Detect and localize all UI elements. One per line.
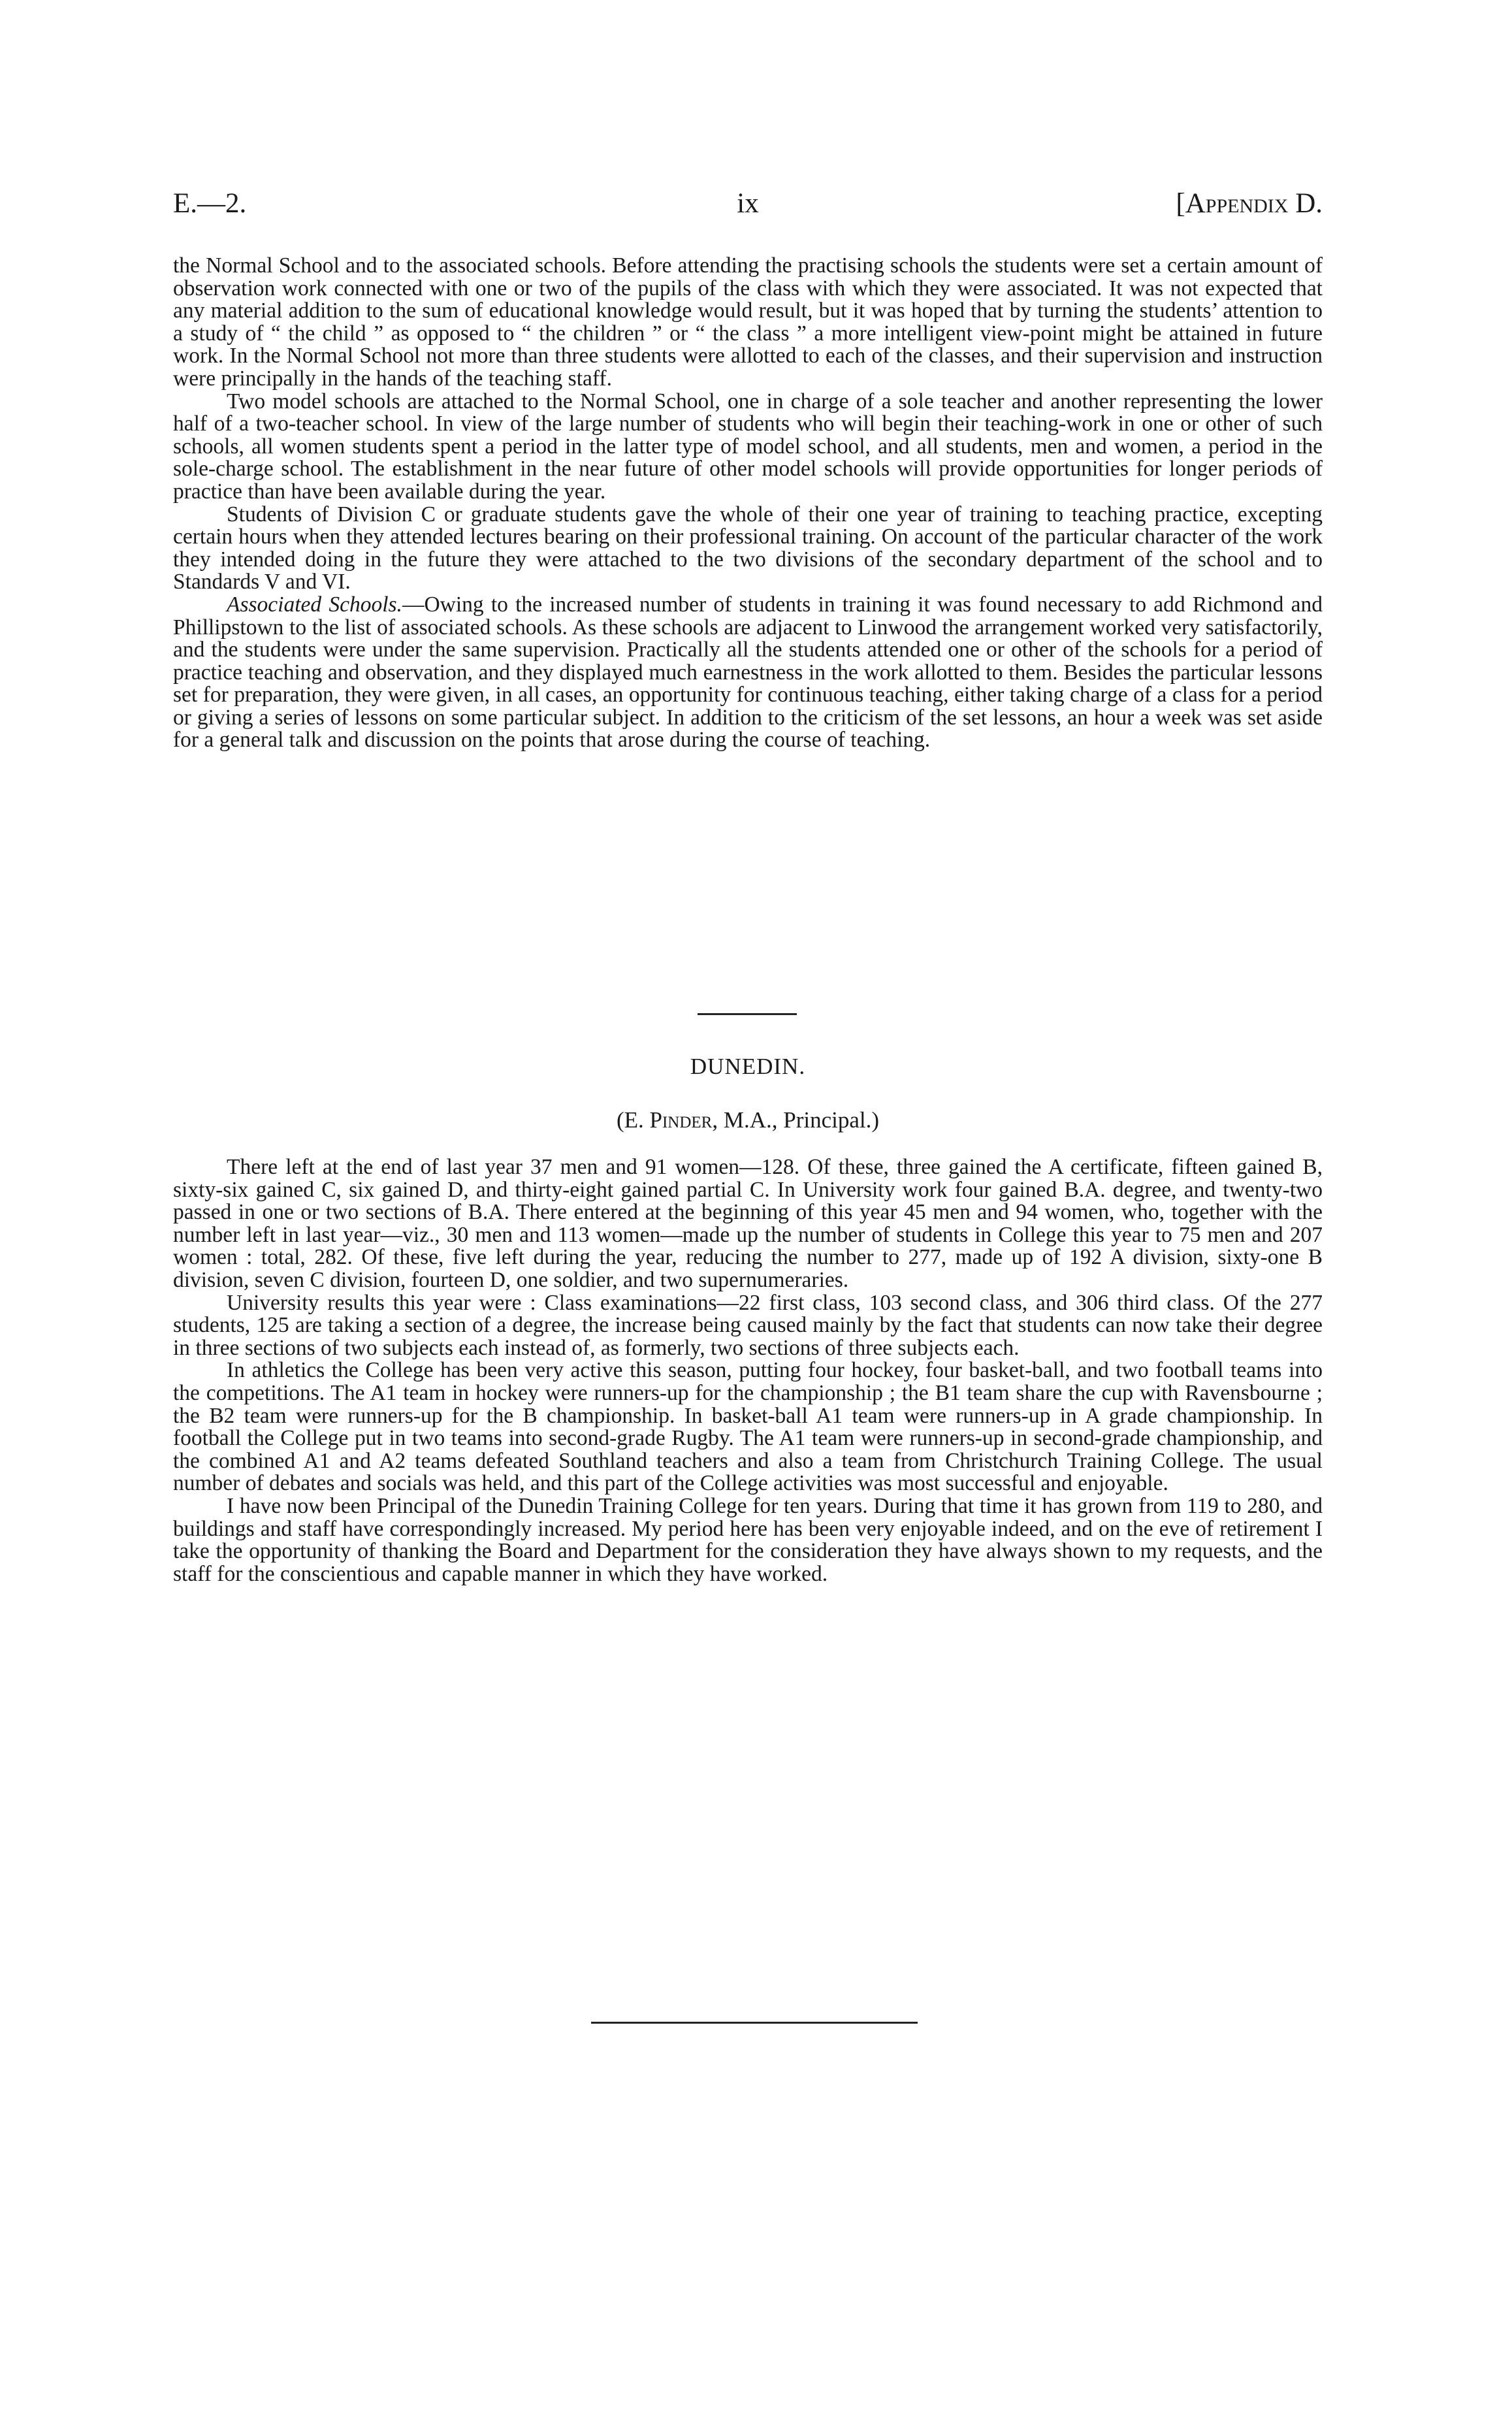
section-divider: [698, 1013, 797, 1015]
paragraph-model-schools: Two model schools are attached to the Normal School, one in charge of a sole teacher and another representing the lower half of a two-teacher school. In view of the large number of students who will begin their teaching-work in one or other of such schools, all women students spent a period in the latter type of model school, and all students, men and women, a period in the sole-charge school. The establishment in the near future of other model schools will provide opportunities for longer periods of practice than have been available during the year.: [173, 389, 1323, 504]
section-title-dunedin: DUNEDIN.: [690, 1054, 806, 1079]
dunedin-report: [173, 1156, 1323, 1585]
principal-byline: [173, 1105, 1323, 1135]
paragraph-athletics: In athletics the College has been very active this season, putting four hockey, four basket-ball, and two football teams into the competitions. The A1 team in hockey were runners-up for the championship ; the B1 team share the cup with Ravensbourne ; the B2 team were runners-up for the B championship. In basket-ball A1 team were runners-up in A grade championship. In football the College put in two teams into second-grade Rugby. The A1 team were runners-up in second-grade championship, and the combined A1 and A2 teams defeated Southland teachers and also a team from Christchurch Training College. The usual number of debates and socials was held, and this part of the College activities was most successful and enjoyable.: [173, 1358, 1323, 1496]
continued-section: [173, 255, 1323, 752]
byline-name: Pinder: [649, 1107, 713, 1133]
paragraph-division-c: Students of Division C or graduate students gave the whole of their one year of training to teaching practice, excepting certain hours when they attended lectures bearing on their professional training. On account of the particular character of the work they intended doing in the future they were attached to the two divisions of the secondary department of the school and to Standards V and VI.: [173, 502, 1323, 594]
paper-number: E.—2.: [173, 188, 247, 219]
associated-schools-text: —Owing to the increased number of students in training it was found necessary to add Richmond and Phillipstown to the list of associated schools. As these schools are adjacent to Linwood the arrangement worked very satisfactorily, and the students were under the same supervision. Practically all the students attended one or other of the schools for a period of practice teaching and observation, and they displayed much earnestness in the work allotted to them. Besides the particular lessons set for preparation, they were given, in all cases, an opportunity for continuous teaching, either taking charge of a class for a period or giving a series of lessons on some particular subject. In addition to the criticism of the set lessons, an hour a week was set aside for a general talk and discussion on the points that arose during the course of teaching.: [173, 592, 1323, 753]
associated-schools-lead-in: Associated Schools.: [227, 592, 402, 617]
byline-open: (E.: [616, 1107, 650, 1133]
paragraph-retirement: I have now been Principal of the Dunedin Training College for ten years. During that time it has grown from 119 to 280, and buildings and staff have correspondingly increased. My period here has been very enjoyable indeed, and on the eve of retirement I take the opportunity of thanking the Board and Department for the consideration they have always shown to my requests, and the staff for the conscientious and capable manner in which they have worked.: [173, 1493, 1323, 1586]
end-rule: [591, 2022, 918, 2024]
paragraph-normal-school: the Normal School and to the associated schools. Before attending the practising schools the students were set a certain amount of observation work connected with one or two of the pupils of the class with which they were associated. It was not expected that any material addition to the sum of educational knowledge would result, but it was hoped that by turning the students’ attention to a study of “ the child ” as opposed to “ the children ” or “ the class ” a more intelligent view-point might be attained in future work. In the Normal School not more than three students were allotted to each of the classes, and their supervision and instruction were principally in the hands of the teaching staff.: [173, 253, 1323, 391]
appendix-label: [Appendix D.: [1176, 188, 1323, 219]
paragraph-university-results: University results this year were : Class examinations—22 first class, 103 second class, and 306 third class. Of the 277 students, 125 are taking a section of a degree, the increase being caused mainly by the fact that students can now take their degree in three sections of two subjects each instead of, as formerly, two sections of three subjects each.: [173, 1290, 1323, 1360]
page-number: ix: [737, 188, 759, 219]
paragraph-associated-schools: [173, 594, 1323, 752]
paragraph-enrolment: There left at the end of last year 37 men and 91 women—128. Of these, three gained the A certificate, fifteen gained B, sixty-six gained C, six gained D, and thirty-eight gained partial C. In University work four gained B.A. degree, and twenty-two passed in one or two sections of B.A. There entered at the beginning of this year 45 men and 94 women, who, together with the number left in last year—viz., 30 men and 113 women—made up the number of students in College this year to 75 men and 207 women : total, 282. Of these, five left during the year, reducing the number to 277, made up of 192 A division, sixty-one B division, seven C division, fourteen D, one soldier, and two supernumeraries.: [173, 1155, 1323, 1292]
byline-rest: , M.A., Principal.): [712, 1107, 880, 1133]
page-header: [173, 184, 1323, 223]
